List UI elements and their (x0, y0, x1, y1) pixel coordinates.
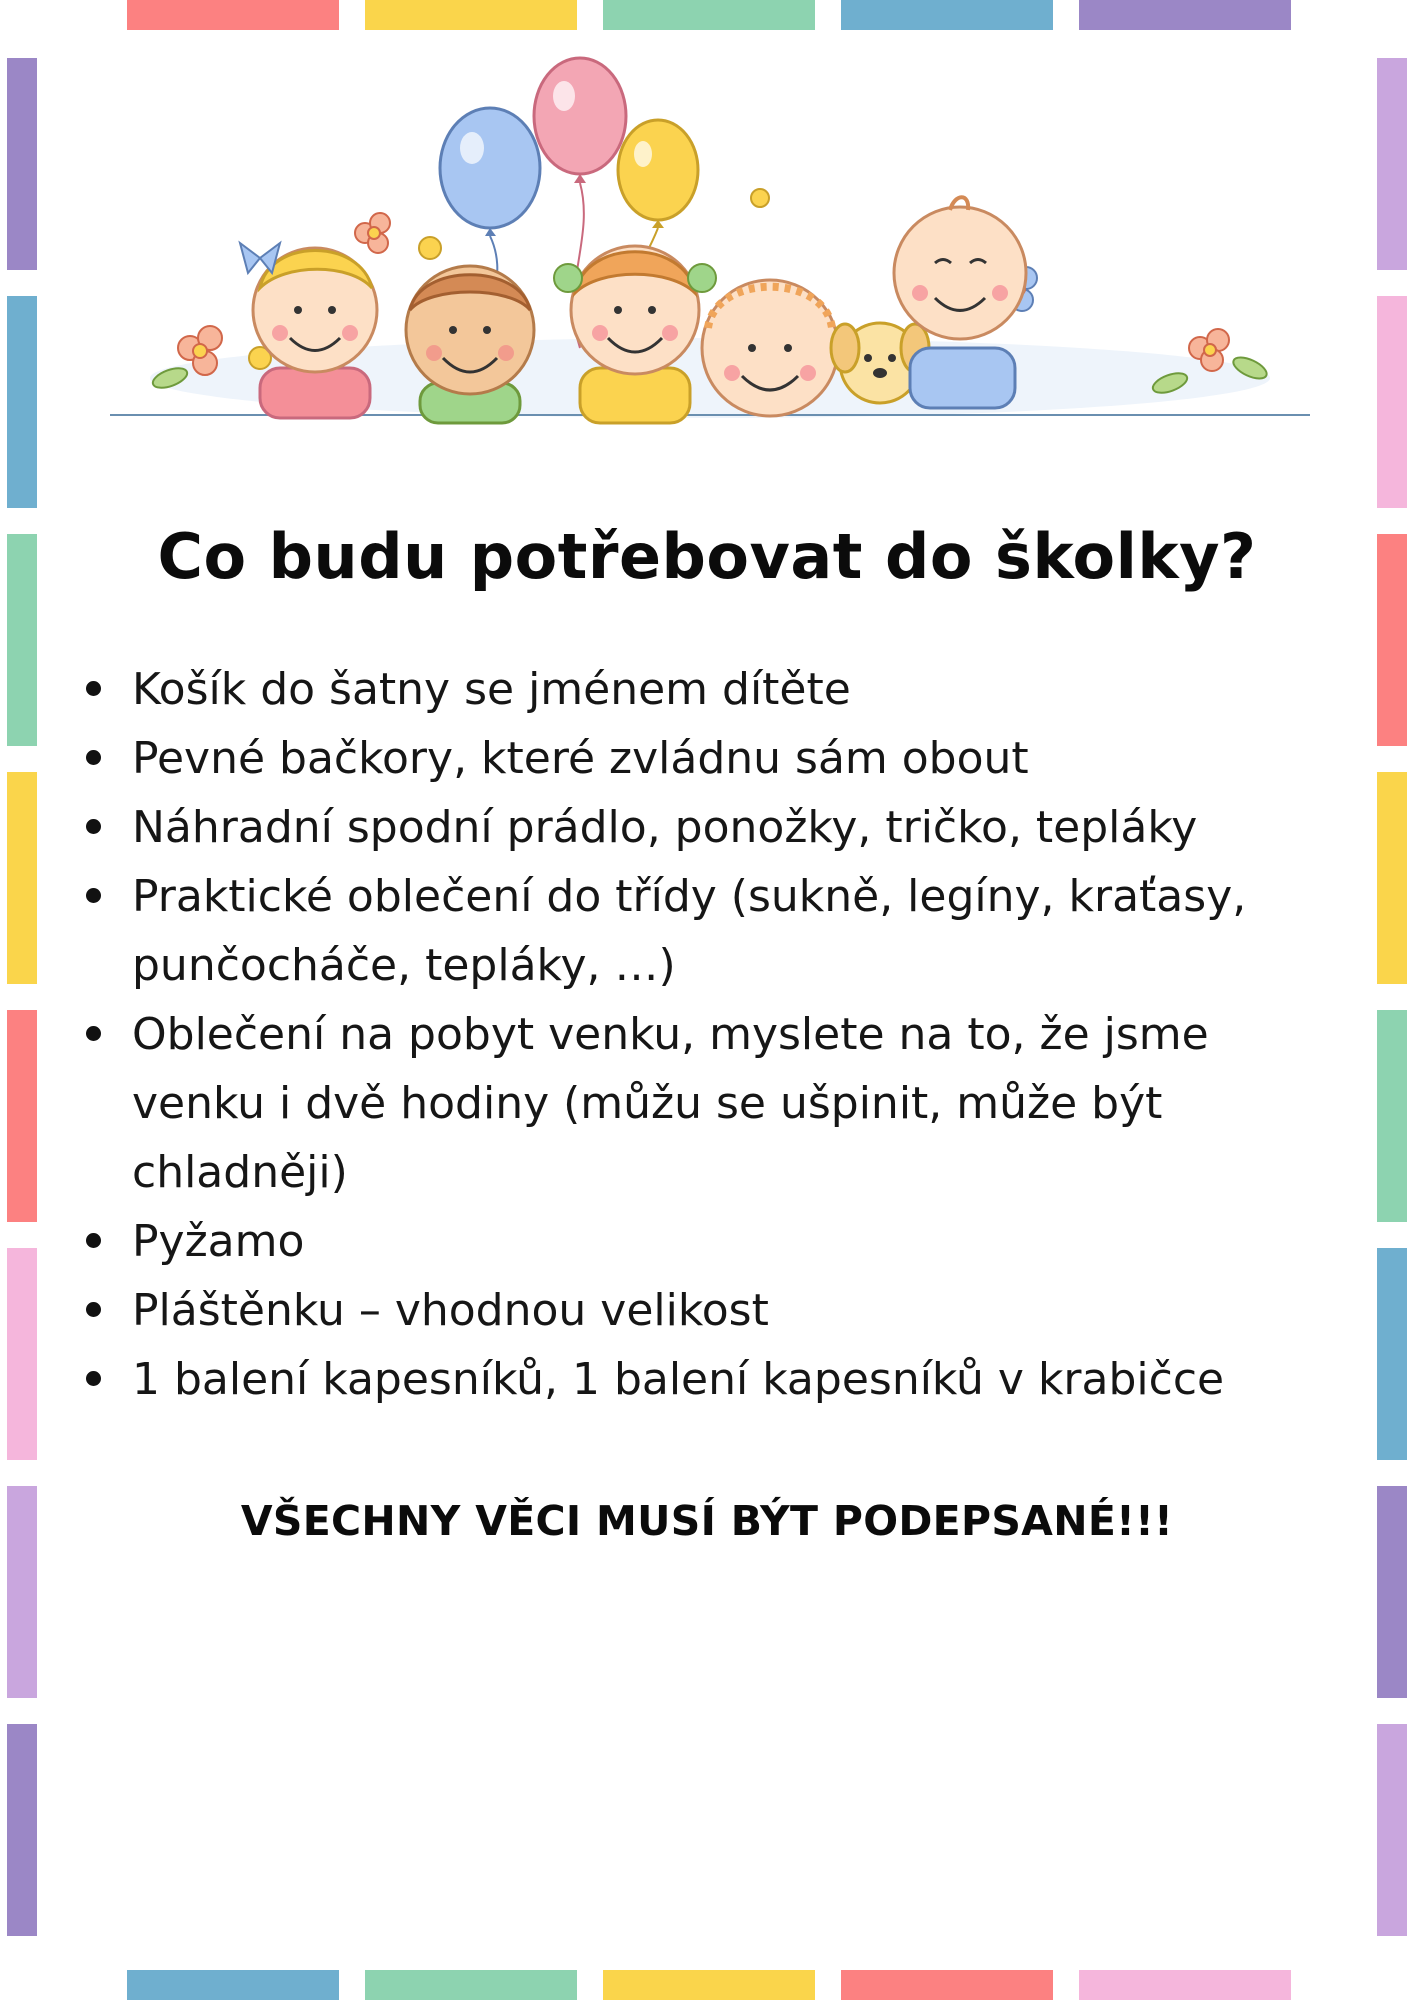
items-checklist (80, 655, 1300, 1414)
frame-bar-top (603, 0, 815, 30)
list-item (80, 862, 1300, 1000)
list-item (80, 724, 1300, 793)
frame-bar-left (7, 1248, 37, 1460)
frame-bar-right (1377, 296, 1407, 508)
frame-bar-left (7, 58, 37, 270)
girl-with-bow-icon (240, 243, 377, 418)
frame-bar-right (1377, 1724, 1407, 1936)
page-title: Co budu potřebovat do školky? (157, 520, 1257, 593)
list-item (80, 1276, 1300, 1345)
bullet-icon (86, 888, 101, 903)
list-item-text: Pevné bačkory, které zvládnu sám obout (132, 733, 1029, 784)
frame-bar-left (7, 1724, 37, 1936)
frame-bar-left (7, 772, 37, 984)
frame-bar-top (365, 0, 577, 30)
bullet-icon (86, 819, 101, 834)
frame-bar-right (1377, 772, 1407, 984)
list-item (80, 1345, 1300, 1414)
list-item (80, 1207, 1300, 1276)
frame-bar-right (1377, 1248, 1407, 1460)
bullet-icon (86, 1026, 101, 1041)
list-item-text: Pyžamo (132, 1216, 305, 1267)
list-item-text: Náhradní spodní prádlo, ponožky, tričko, tepláky (132, 802, 1198, 853)
frame-bar-top (127, 0, 339, 30)
bullet-icon (86, 1233, 101, 1248)
list-item-text: Pláštěnku – vhodnou velikost (132, 1285, 769, 1336)
frame-bar-bottom (841, 1970, 1053, 2000)
kids-with-balloons-illustration (110, 48, 1310, 438)
frame-bar-bottom (1079, 1970, 1291, 2000)
list-item-text: 1 balení kapesníků, 1 balení kapesníků v krabičce (132, 1354, 1225, 1405)
list-item (80, 793, 1300, 862)
bullet-icon (86, 1371, 101, 1386)
frame-bar-bottom (603, 1970, 815, 2000)
list-item-text: Praktické oblečení do třídy (sukně, legíny, kraťasy, punčocháče, tepláky, …) (132, 871, 1247, 991)
list-item (80, 655, 1300, 724)
frame-bar-left (7, 1010, 37, 1222)
footer-note: VŠECHNY VĚCI MUSÍ BÝT PODEPSANÉ!!! (240, 1497, 1174, 1545)
bullet-icon (86, 681, 101, 696)
bullet-icon (86, 1302, 101, 1317)
frame-bar-right (1377, 58, 1407, 270)
frame-bar-top (1079, 0, 1291, 30)
frame-bar-bottom (365, 1970, 577, 2000)
boy-icon (406, 266, 534, 423)
list-item-text: Košík do šatny se jménem dítěte (132, 664, 851, 715)
frame-bar-top (841, 0, 1053, 30)
frame-bar-bottom (127, 1970, 339, 2000)
baby-icon (894, 197, 1026, 408)
list-item-text: Oblečení na pobyt venku, myslete na to, že jsme venku i dvě hodiny (můžu se ušpinit, může být chladněji) (132, 1009, 1209, 1198)
bullet-icon (86, 750, 101, 765)
frame-bar-left (7, 296, 37, 508)
child-with-spiky-hair-icon (702, 280, 838, 416)
frame-bar-right (1377, 1010, 1407, 1222)
list-item (80, 1000, 1300, 1207)
